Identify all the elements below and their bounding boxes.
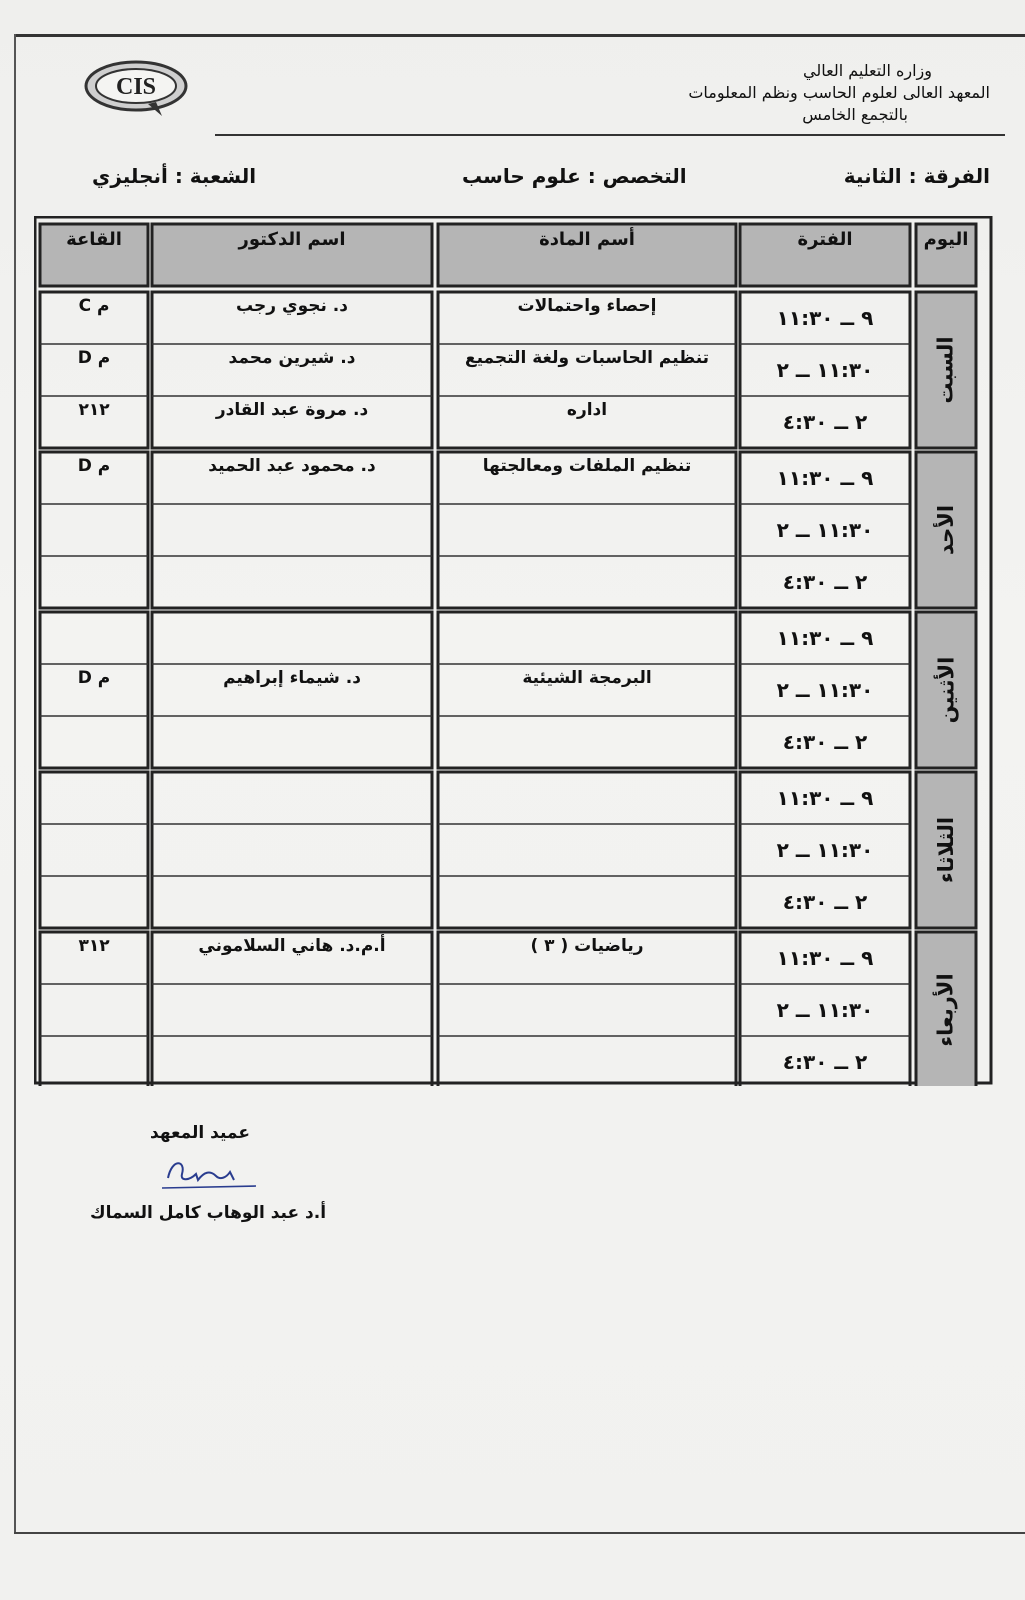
- day-name: السبت: [934, 336, 959, 404]
- subject-cell: [438, 544, 736, 596]
- day-label: [916, 612, 976, 768]
- period-cell: ٩ ــ ١١:٣٠: [776, 466, 874, 490]
- dean-signature: [160, 1150, 260, 1194]
- doctor-cell: [152, 864, 432, 916]
- class-year: الفرقة : الثانية: [843, 164, 990, 188]
- day-name: الثلاثاء: [934, 816, 959, 884]
- room-cell: [40, 704, 148, 756]
- room-cell: [40, 492, 148, 544]
- doctor-cell: [152, 704, 432, 756]
- frame-top-border: [14, 34, 1025, 37]
- period-cell: ٩ ــ ١١:٣٠: [776, 946, 874, 970]
- period-cell: ١١:٣٠ ــ ٢: [776, 518, 874, 542]
- subject-cell: تنظيم الملفات ومعالجتها: [482, 456, 692, 476]
- period-cell: ٩ ــ ١١:٣٠: [776, 626, 874, 650]
- doctor-cell: [152, 544, 432, 596]
- room-cell: [40, 812, 148, 864]
- subject-cell: تنظيم الحاسبات ولغة التجميع: [464, 348, 710, 368]
- doctor-cell: د. نجوي رجب: [236, 296, 348, 316]
- period-cell: ١١:٣٠ ــ ٢: [776, 998, 874, 1022]
- day-label: [916, 292, 976, 448]
- day-name: الأحد: [933, 504, 958, 556]
- period-cell: ٢ ــ ٤:٣٠: [782, 730, 868, 754]
- subject-cell: اداره: [566, 400, 608, 420]
- room-cell: م C: [78, 296, 110, 316]
- ministry-line: وزاره التعليم العالي: [803, 61, 932, 80]
- room-cell: [40, 544, 148, 596]
- period-cell: ١١:٣٠ ــ ٢: [776, 358, 874, 382]
- doctor-cell: د. محمود عبد الحميد: [208, 456, 376, 476]
- period-header: الفترة: [797, 228, 853, 250]
- room-cell: [40, 972, 148, 1024]
- room-cell: [40, 864, 148, 916]
- room-header: القاعة: [66, 228, 122, 250]
- frame-bottom-border: [14, 1532, 1025, 1534]
- day-label: [916, 932, 976, 1088]
- doctor-cell: [152, 492, 432, 544]
- doctor-cell: د. شيرين محمد: [228, 348, 356, 368]
- period-cell: ٢ ــ ٤:٣٠: [782, 890, 868, 914]
- subject-cell: [438, 972, 736, 1024]
- period-cell: ١١:٣٠ ــ ٢: [776, 838, 874, 862]
- day-name: الأربعاء: [934, 973, 959, 1047]
- period-cell: ٩ ــ ١١:٣٠: [776, 786, 874, 810]
- schedule-table: [34, 216, 994, 1086]
- doctor-cell: [152, 972, 432, 1024]
- doctor-cell: [152, 760, 432, 812]
- dean-title: عميد المعهد: [150, 1123, 250, 1143]
- period-cell: ٢ ــ ٤:٣٠: [782, 570, 868, 594]
- room-cell: م D: [77, 456, 111, 476]
- dean-name: أ.د عبد الوهاب كامل السماك: [90, 1203, 327, 1223]
- doctor-header: اسم الدكتور: [238, 228, 346, 250]
- doctor-cell: [152, 1024, 432, 1076]
- day-label: [916, 772, 976, 928]
- frame-left-border: [14, 34, 16, 1534]
- institute-line: المعهد العالى لعلوم الحاسب ونظم المعلومات: [688, 83, 990, 102]
- subject-cell: [438, 600, 736, 652]
- day-header: اليوم: [923, 228, 969, 250]
- logo-text: CIS: [115, 74, 157, 100]
- subject-cell: إحصاء واحتمالات: [517, 296, 657, 316]
- institute-logo: [82, 56, 190, 120]
- location-line: بالتجمع الخامس: [802, 105, 908, 124]
- room-cell: [40, 1024, 148, 1076]
- period-cell: ٢ ــ ٤:٣٠: [782, 1050, 868, 1074]
- period-cell: ٩ ــ ١١:٣٠: [776, 306, 874, 330]
- subject-cell: البرمجة الشيئية: [522, 668, 652, 688]
- subject-cell: [438, 760, 736, 812]
- subject-cell: [438, 492, 736, 544]
- subject-cell: [438, 1024, 736, 1076]
- room-cell: م D: [77, 668, 111, 688]
- doctor-cell: أ.م.د. هاني السلاموني: [198, 936, 386, 956]
- doctor-cell: د. شيماء إبراهيم: [223, 668, 361, 688]
- header-institution: [570, 60, 990, 126]
- period-cell: ٢ ــ ٤:٣٠: [782, 410, 868, 434]
- doctor-cell: [152, 812, 432, 864]
- room-cell: ٢١٢: [78, 400, 110, 420]
- room-cell: ٣١٢: [78, 936, 110, 956]
- day-label: [916, 452, 976, 608]
- specialization: التخصص : علوم حاسب: [462, 164, 687, 188]
- doctor-cell: د. مروة عبد القادر: [215, 400, 369, 420]
- period-cell: ١١:٣٠ ــ ٢: [776, 678, 874, 702]
- subject-cell: [438, 704, 736, 756]
- subject-cell: [438, 812, 736, 864]
- room-cell: م D: [77, 348, 111, 368]
- room-cell: [40, 760, 148, 812]
- subject-cell: [438, 864, 736, 916]
- division: الشعبة : أنجليزي: [92, 164, 257, 188]
- room-cell: [40, 600, 148, 652]
- subject-cell: رياضيات ( ٣ ): [530, 936, 644, 956]
- day-name: الأثنين: [934, 656, 959, 724]
- subject-header: أسم المادة: [539, 228, 635, 250]
- header-divider: [215, 134, 1005, 136]
- doctor-cell: [152, 600, 432, 652]
